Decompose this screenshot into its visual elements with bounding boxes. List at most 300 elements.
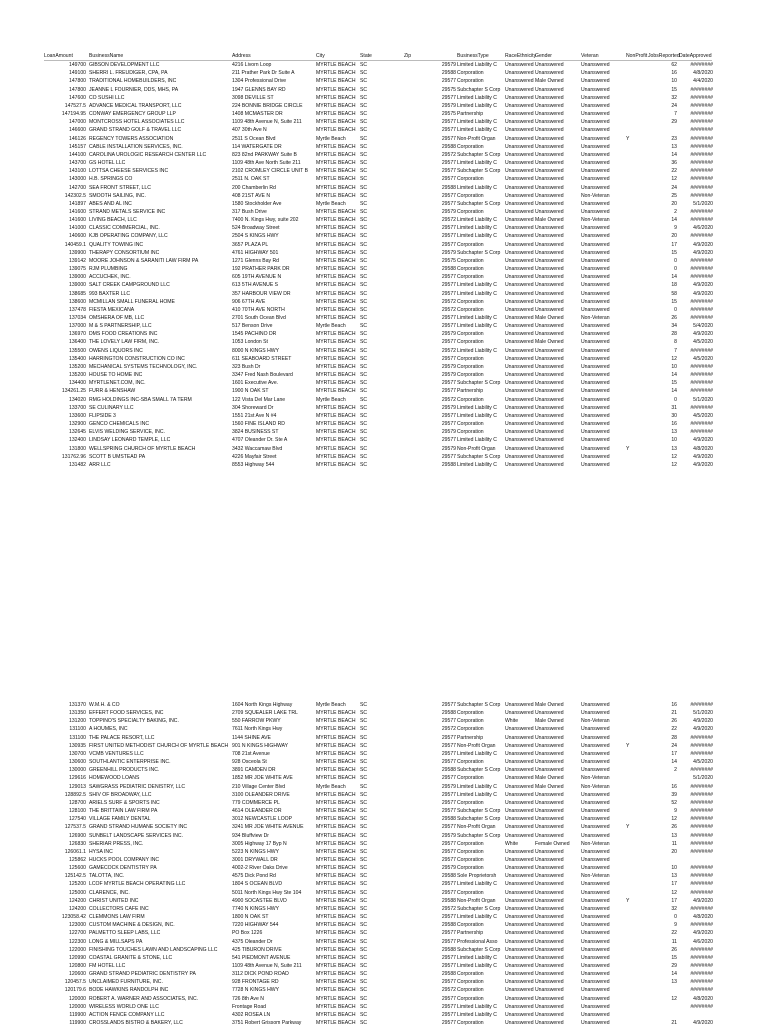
jobs-reported-cell: 11 [671, 938, 677, 945]
race-ethnicity-cell: Unanswered [505, 734, 534, 741]
state-cell: SC [360, 922, 368, 929]
city-cell: MYRTLE BEACH [316, 938, 356, 945]
race-ethnicity-cell: Unanswered [505, 111, 534, 118]
city-cell: MYRTLE BEACH [316, 102, 356, 109]
veteran-cell: Unanswered [581, 1020, 610, 1027]
table-row [44, 453, 712, 461]
city-cell: MYRTLE BEACH [316, 824, 356, 831]
race-ethnicity-cell: Unanswered [505, 78, 534, 85]
state-cell: SC [360, 930, 368, 937]
table-row [44, 347, 712, 355]
zip-cell: 29577 [441, 176, 456, 183]
address-cell: 726 8th Ave N [232, 995, 264, 1002]
business-name-cell: CLASSIC COMMERCIAL, INC. [89, 225, 160, 232]
city-cell: MYRTLE BEACH [316, 742, 356, 749]
table-row [44, 86, 712, 94]
jobs-reported-cell: 12 [671, 995, 677, 1002]
veteran-cell: Unanswered [581, 274, 610, 281]
business-name-cell: CO SUSHI LLC [89, 94, 125, 101]
gender-cell: Unanswered [535, 750, 564, 757]
business-name-cell: FIRST UNITED METHODIST CHURCH OF MYRTLE BEACH [89, 742, 229, 749]
race-ethnicity-cell: Unanswered [505, 930, 534, 937]
city-cell: MYRTLE BEACH [316, 856, 356, 863]
state-cell: SC [360, 135, 368, 142]
gender-cell: Unanswered [535, 930, 564, 937]
business-type-cell: Non-Profit Organ [457, 824, 496, 831]
date-approved-cell: 4/9/2020 [693, 331, 713, 338]
date-approved-cell: 5/1/2020 [693, 200, 713, 207]
date-approved-cell: ######## [690, 421, 713, 428]
business-name-cell: ROBERT A. WARNER AND ASSOCIATES, INC. [89, 995, 199, 1002]
table-row [44, 701, 712, 709]
zip-cell: 29579 [441, 62, 456, 69]
state-cell: SC [360, 710, 368, 717]
city-cell: MYRTLE BEACH [316, 808, 356, 815]
state-cell: SC [360, 726, 368, 733]
jobs-reported-cell: 22 [671, 168, 677, 175]
business-name-cell: TRADITIONAL HOMEBUILDERS, INC [89, 78, 177, 85]
loan-amount-cell: 124200 [69, 905, 86, 912]
date-approved-cell: ######## [690, 315, 713, 321]
city-cell: MYRTLE BEACH [316, 143, 356, 150]
veteran-cell: Unanswered [581, 102, 610, 109]
city-cell: MYRTLE BEACH [316, 840, 356, 847]
jobs-reported-cell: 17 [671, 897, 677, 904]
business-name-cell: M & S PARTNERSHIP, LLC [89, 323, 152, 330]
gender-cell: Unanswered [535, 323, 564, 330]
loan-amount-cell: 120179.6 [64, 987, 86, 994]
business-type-cell: Corporation [457, 865, 484, 872]
state-cell: SC [360, 217, 368, 224]
state-cell: SC [360, 111, 368, 118]
city-cell: MYRTLE BEACH [316, 225, 356, 232]
zip-cell: 29577 [441, 791, 456, 798]
gender-cell: Unanswered [535, 922, 564, 929]
loan-amount-cell: 137000 [69, 323, 86, 330]
address-cell: 4614 OLEANDER DR [232, 808, 282, 815]
gender-cell: Unanswered [535, 176, 564, 183]
address-cell: 1604 North Kings Highway [232, 702, 293, 708]
date-approved-cell: 4/6/2020 [693, 225, 713, 232]
business-type-cell: Subchapter S Corp [457, 249, 501, 256]
business-name-cell: ACCUCHEK, INC. [89, 274, 131, 281]
business-name-cell: GRAND STRAND GOLF & TRAVEL LLC [89, 127, 182, 134]
address-cell: 3347 Fred Nash Boulevard [232, 372, 293, 379]
veteran-cell: Unanswered [581, 791, 610, 798]
loan-amount-cell: 146126 [69, 135, 86, 142]
jobs-reported-cell: 20 [671, 233, 677, 240]
business-name-cell: PALMETTO SLEEP LABS, LLC [89, 930, 161, 937]
business-type-cell: Limited Liability C [457, 914, 497, 921]
zip-cell: 29577 [441, 421, 456, 428]
zip-cell: 29577 [441, 78, 456, 85]
zip-cell: 29579 [441, 208, 456, 215]
city-cell: MYRTLE BEACH [316, 355, 356, 362]
business-type-cell: Limited Liability C [457, 217, 497, 224]
veteran-cell: Unanswered [581, 208, 610, 215]
race-ethnicity-cell: Unanswered [505, 437, 534, 444]
header-cell: State [360, 53, 372, 59]
zip-cell: 29579 [441, 404, 456, 411]
state-cell: SC [360, 775, 368, 782]
zip-cell: 29577 [441, 160, 456, 167]
city-cell: MYRTLE BEACH [316, 987, 356, 994]
race-ethnicity-cell: White [505, 840, 519, 847]
gender-cell: Unanswered [535, 192, 564, 199]
date-approved-cell: 4/9/2020 [693, 726, 713, 733]
gender-cell: Male Owned [535, 78, 564, 85]
jobs-reported-cell: 28 [671, 734, 677, 741]
table-row [44, 135, 712, 143]
zip-cell: 29577 [441, 233, 456, 240]
date-approved-cell: 4/8/2020 [693, 445, 713, 452]
zip-cell: 29577 [441, 856, 456, 863]
gender-cell: Unanswered [535, 905, 564, 912]
zip-cell: 29588 [441, 816, 456, 823]
loan-amount-cell: 132900 [69, 421, 86, 428]
date-approved-cell: ######## [690, 881, 713, 888]
zip-cell: 29577 [441, 355, 456, 362]
address-cell: 4216 Livorn Loop [232, 62, 272, 69]
race-ethnicity-cell: Unanswered [505, 856, 534, 863]
zip-cell: 29577 [441, 192, 456, 199]
city-cell: MYRTLE BEACH [316, 274, 356, 281]
race-ethnicity-cell: Unanswered [505, 323, 534, 330]
address-cell: 323 Bush Dr [232, 363, 261, 370]
state-cell: SC [360, 865, 368, 872]
zip-cell: 29577 [441, 168, 456, 175]
gender-cell: Unanswered [535, 233, 564, 240]
gender-cell: Unanswered [535, 742, 564, 749]
business-type-cell: Limited Liability C [457, 315, 497, 321]
jobs-reported-cell: 16 [671, 421, 677, 428]
state-cell: SC [360, 445, 368, 452]
city-cell: MYRTLE BEACH [316, 372, 356, 379]
zip-cell: 29588 [441, 184, 456, 191]
zip-cell: 29588 [441, 143, 456, 150]
nonprofit-cell: Y [626, 824, 630, 831]
veteran-cell: Unanswered [581, 339, 610, 346]
race-ethnicity-cell: Unanswered [505, 889, 534, 896]
city-cell: MYRTLE BEACH [316, 290, 356, 297]
table-row [44, 832, 712, 840]
city-cell: MYRTLE BEACH [316, 119, 356, 126]
race-ethnicity-cell: Unanswered [505, 396, 534, 403]
jobs-reported-cell: 15 [671, 380, 677, 387]
city-cell: MYRTLE BEACH [316, 971, 356, 978]
race-ethnicity-cell: Unanswered [505, 306, 534, 313]
business-name-cell: CAROLINA UROLOGIC RESEARCH CENTER LLC [89, 151, 207, 158]
jobs-reported-cell: 32 [671, 94, 677, 101]
zip-cell: 29588 [441, 873, 456, 880]
business-type-cell: Limited Liability C [457, 323, 497, 330]
business-type-cell: Limited Liability C [457, 437, 497, 444]
state-cell: SC [360, 1020, 368, 1027]
loan-amount-cell: 144100 [69, 151, 86, 158]
veteran-cell: Unanswered [581, 848, 610, 855]
state-cell: SC [360, 249, 368, 256]
business-type-cell: Partnership [457, 388, 484, 395]
loan-amount-cell: 147000 [69, 119, 86, 126]
race-ethnicity-cell: Unanswered [505, 192, 534, 199]
city-cell: MYRTLE BEACH [316, 315, 356, 321]
business-type-cell: Subchapter S Corp [457, 168, 501, 175]
state-cell: SC [360, 396, 368, 403]
state-cell: SC [360, 791, 368, 798]
zip-cell: 29575 [441, 86, 456, 93]
state-cell: SC [360, 102, 368, 109]
address-cell: 2511 N. OAK ST [232, 176, 270, 183]
jobs-reported-cell: 12 [671, 461, 677, 468]
jobs-reported-cell: 31 [671, 404, 677, 411]
loan-amount-cell: 139900 [69, 249, 86, 256]
business-name-cell: CROSSLANDS BISTRO & BAKERY, LLC [89, 1020, 183, 1027]
business-type-cell: Subchapter S Corp [457, 905, 501, 912]
city-cell: MYRTLE BEACH [316, 298, 356, 305]
veteran-cell: Unanswered [581, 1011, 610, 1018]
table-row [44, 766, 712, 774]
jobs-reported-cell: 18 [671, 282, 677, 289]
jobs-reported-cell: 21 [671, 1020, 677, 1027]
race-ethnicity-cell: Unanswered [505, 1011, 534, 1018]
veteran-cell: Unanswered [581, 62, 610, 69]
jobs-reported-cell: 11 [671, 840, 677, 847]
header-cell: JobsReported [648, 53, 680, 59]
business-type-cell: Limited Liability C [457, 225, 497, 232]
business-type-cell: Corporation [457, 856, 484, 863]
business-type-cell: Subchapter S Corp [457, 767, 501, 774]
city-cell: MYRTLE BEACH [316, 429, 356, 436]
veteran-cell: Unanswered [581, 86, 610, 93]
business-type-cell: Limited Liability C [457, 347, 497, 354]
veteran-cell: Unanswered [581, 225, 610, 232]
address-cell: 1551 21st Ave N #4 [232, 412, 277, 419]
veteran-cell: Unanswered [581, 734, 610, 741]
zip-cell: 29579 [441, 363, 456, 370]
state-cell: SC [360, 184, 368, 191]
date-approved-cell: ######## [690, 160, 713, 167]
state-cell: SC [360, 266, 368, 273]
business-type-cell: Corporation [457, 355, 484, 362]
date-approved-cell: ######## [690, 127, 713, 134]
gender-cell: Unanswered [535, 363, 564, 370]
gender-cell: Unanswered [535, 832, 564, 839]
race-ethnicity-cell: Unanswered [505, 987, 534, 994]
loan-amount-cell: 119900 [69, 1011, 86, 1018]
state-cell: SC [360, 78, 368, 85]
jobs-reported-cell: 52 [671, 799, 677, 806]
address-cell: 1545 PACHINO DR [232, 331, 277, 338]
gender-cell: Unanswered [535, 979, 564, 986]
business-type-cell: Limited Liability C [457, 233, 497, 240]
jobs-reported-cell: 15 [671, 249, 677, 256]
gender-cell: Unanswered [535, 70, 564, 77]
gender-cell: Unanswered [535, 946, 564, 953]
address-cell: 114 WATERGATE DR [232, 143, 282, 150]
veteran-cell: Non-Veteran [581, 217, 610, 224]
gender-cell: Unanswered [535, 168, 564, 175]
business-type-cell: Corporation [457, 421, 484, 428]
gender-cell: Unanswered [535, 249, 564, 256]
jobs-reported-cell: 12 [671, 889, 677, 896]
zip-cell: 29577 [441, 702, 456, 708]
loan-amount-cell: 126061.1 [64, 848, 86, 855]
gender-cell: Unanswered [535, 412, 564, 419]
address-cell: 3001 DRYWALL DR [232, 856, 278, 863]
date-approved-cell: 4/8/2020 [693, 70, 713, 77]
loan-amount-cell: 130600 [69, 759, 86, 766]
table-row [44, 445, 712, 453]
state-cell: SC [360, 143, 368, 150]
gender-cell: Unanswered [535, 824, 564, 831]
table-row [44, 322, 712, 330]
zip-cell: 29577 [441, 759, 456, 766]
race-ethnicity-cell: Unanswered [505, 94, 534, 101]
veteran-cell: Unanswered [581, 168, 610, 175]
date-approved-cell: 5/1/2020 [693, 710, 713, 717]
gender-cell: Unanswered [535, 257, 564, 264]
business-type-cell: Corporation [457, 306, 484, 313]
zip-cell: 29588 [441, 946, 456, 953]
gender-cell: Unanswered [535, 865, 564, 872]
loan-amount-cell: 127537.5 [64, 824, 86, 831]
gender-cell: Unanswered [535, 290, 564, 297]
address-cell: 8553 Highway 544 [232, 461, 275, 468]
jobs-reported-cell: 39 [671, 791, 677, 798]
table-row [44, 742, 712, 750]
date-approved-cell: ######## [690, 791, 713, 798]
jobs-reported-cell: 14 [671, 151, 677, 158]
business-name-cell: MCMILLAN SMALL FUNERAL HOME [89, 298, 175, 305]
race-ethnicity-cell: Unanswered [505, 873, 534, 880]
business-name-cell: ELVIS WELDING SERVICE, INC. [89, 429, 165, 436]
city-cell: MYRTLE BEACH [316, 1020, 356, 1027]
business-type-cell: Partnership [457, 734, 484, 741]
city-cell: MYRTLE BEACH [316, 331, 356, 338]
address-cell: 4707 Oleander Dr. Ste A [232, 437, 288, 444]
zip-cell: 29588 [441, 971, 456, 978]
state-cell: SC [360, 421, 368, 428]
city-cell: MYRTLE BEACH [316, 241, 356, 248]
state-cell: SC [360, 298, 368, 305]
loan-amount-cell: 129013 [69, 783, 86, 790]
loan-amount-cell: 139075 [69, 266, 86, 273]
loan-amount-cell: 134020 [69, 396, 86, 403]
city-cell: MYRTLE BEACH [316, 176, 356, 183]
address-cell: 524 Broadway Street [232, 225, 280, 232]
table-row [44, 143, 712, 151]
date-approved-cell: ######## [690, 783, 713, 790]
address-cell: 2701 South Ocean Blvd [232, 315, 286, 321]
jobs-reported-cell: 15 [671, 954, 677, 961]
address-cell: 4761 HIGHWAY 501 [232, 249, 279, 256]
table-row [44, 750, 712, 758]
business-name-cell: RJM PLUMBING [89, 266, 128, 273]
zip-cell: 29577 [441, 1011, 456, 1018]
zip-cell: 29572 [441, 298, 456, 305]
business-type-cell: Corporation [457, 339, 484, 346]
veteran-cell: Non-Veteran [581, 873, 610, 880]
table-row [44, 355, 712, 363]
veteran-cell: Unanswered [581, 938, 610, 945]
address-cell: 211 Prather Park Dr Suite A [232, 70, 295, 77]
business-type-cell: Corporation [457, 266, 484, 273]
date-approved-cell: ######## [690, 702, 713, 708]
veteran-cell: Unanswered [581, 233, 610, 240]
date-approved-cell: ######## [690, 233, 713, 240]
business-name-cell: SOUTHLANTIC ENTERPRISE INC. [89, 759, 171, 766]
jobs-reported-cell: 12 [671, 355, 677, 362]
jobs-reported-cell: 26 [671, 824, 677, 831]
jobs-reported-cell: 62 [671, 62, 677, 69]
veteran-cell: Unanswered [581, 987, 610, 994]
city-cell: MYRTLE BEACH [316, 388, 356, 395]
table-row [44, 970, 712, 978]
table-row [44, 184, 712, 192]
state-cell: SC [360, 437, 368, 444]
loan-amount-cell: 137034 [69, 315, 86, 321]
city-cell: MYRTLE BEACH [316, 865, 356, 872]
zip-cell: 29579 [441, 832, 456, 839]
loan-amount-cell: 133700 [69, 404, 86, 411]
race-ethnicity-cell: Unanswered [505, 963, 534, 969]
city-cell: MYRTLE BEACH [316, 62, 356, 69]
table-row [44, 717, 712, 725]
city-cell: MYRTLE BEACH [316, 914, 356, 921]
date-approved-cell: ######## [690, 266, 713, 273]
gender-cell: Male Owned [535, 339, 564, 346]
zip-cell: 29577 [441, 274, 456, 281]
state-cell: SC [360, 1003, 368, 1010]
gender-cell: Unanswered [535, 995, 564, 1002]
veteran-cell: Non-Veteran [581, 783, 610, 790]
city-cell: MYRTLE BEACH [316, 726, 356, 733]
zip-cell: 29577 [441, 200, 456, 207]
race-ethnicity-cell: Unanswered [505, 363, 534, 370]
zip-cell: 29577 [441, 282, 456, 289]
race-ethnicity-cell: Unanswered [505, 775, 534, 782]
business-type-cell: Limited Liability C [457, 783, 497, 790]
business-type-cell: Corporation [457, 192, 484, 199]
race-ethnicity-cell: Unanswered [505, 257, 534, 264]
loan-amount-cell: 139000 [69, 274, 86, 281]
date-approved-cell: 4/5/2020 [693, 339, 713, 346]
zip-cell: 29572 [441, 217, 456, 224]
business-type-cell: Corporation [457, 429, 484, 436]
address-cell: 7740 N KINGS HWY [232, 905, 279, 912]
loan-amount-cell: 128892.5 [64, 791, 86, 798]
gender-cell: Unanswered [535, 759, 564, 766]
veteran-cell: Unanswered [581, 461, 610, 468]
gender-cell: Unanswered [535, 734, 564, 741]
veteran-cell: Unanswered [581, 856, 610, 863]
state-cell: SC [360, 453, 368, 460]
loan-amount-cell: 147194.95 [61, 111, 86, 118]
zip-cell: 29579 [441, 331, 456, 338]
gender-cell: Unanswered [535, 954, 564, 961]
state-cell: SC [360, 70, 368, 77]
business-name-cell: DMS FOOD CREATIONS INC [89, 331, 158, 338]
race-ethnicity-cell: Unanswered [505, 759, 534, 766]
city-cell: Myrtle Beach [316, 200, 346, 207]
business-type-cell: Limited Liability C [457, 404, 497, 411]
jobs-reported-cell: 30 [671, 412, 677, 419]
zip-cell: 29572 [441, 987, 456, 994]
date-approved-cell: ######## [690, 274, 713, 281]
race-ethnicity-cell: Unanswered [505, 102, 534, 109]
veteran-cell: Unanswered [581, 808, 610, 815]
loan-amount-cell: 140459.1 [64, 241, 86, 248]
